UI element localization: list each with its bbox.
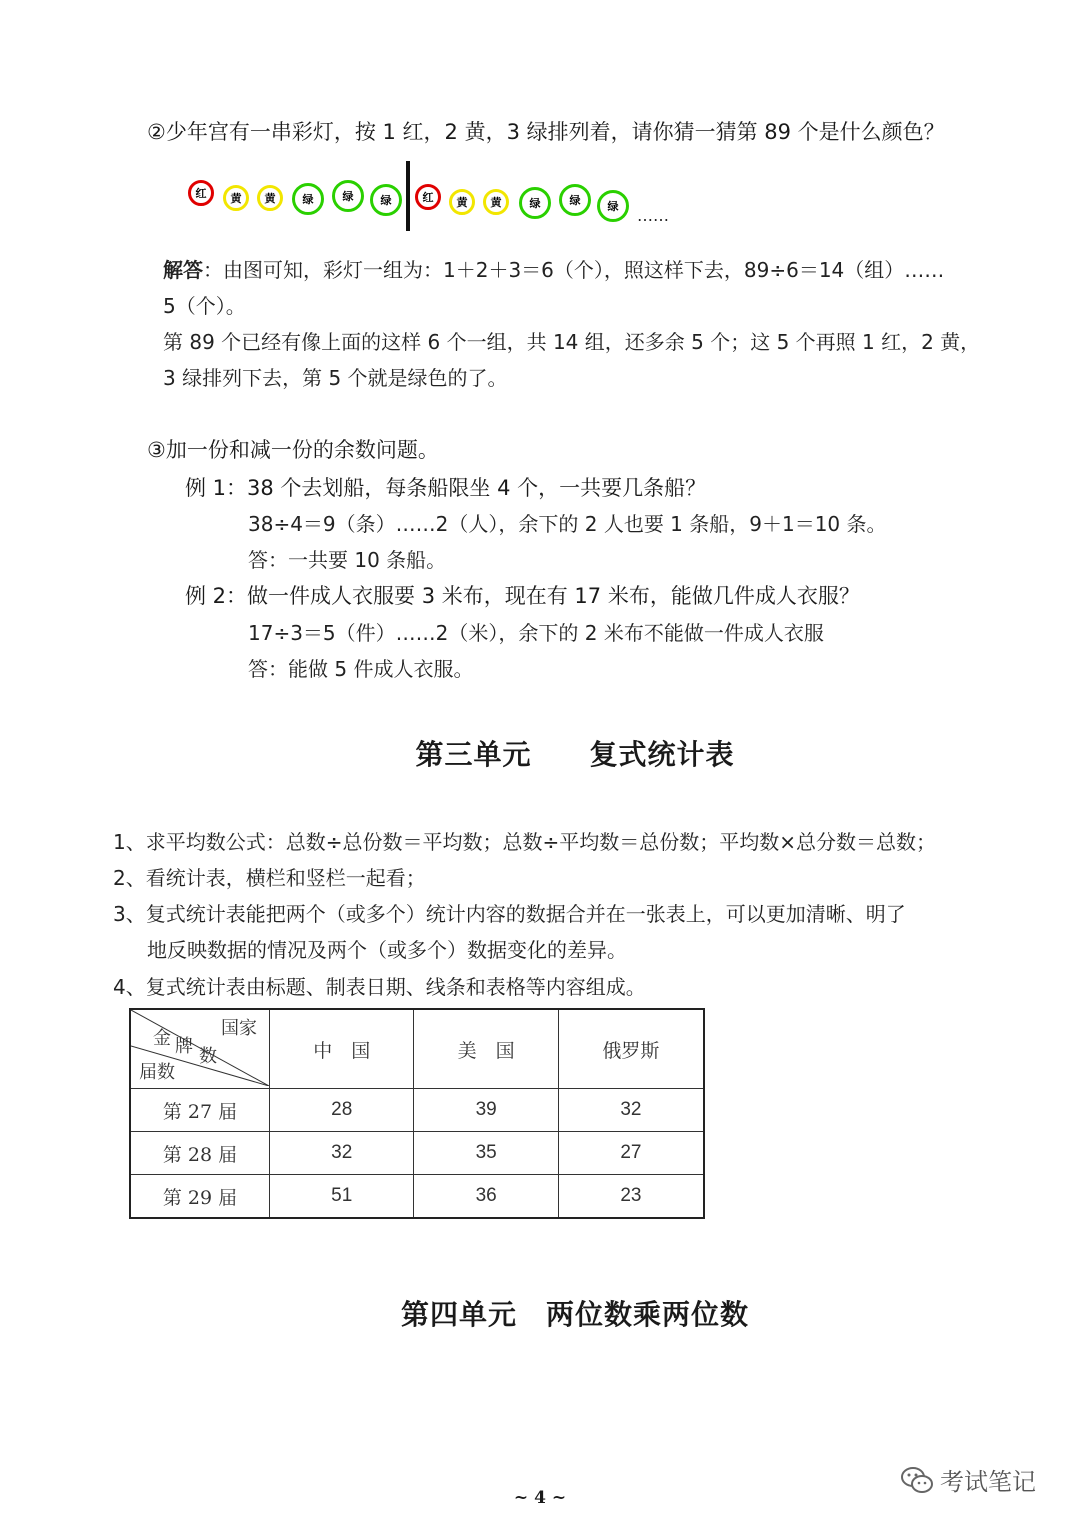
answer-label: 解答 (163, 258, 203, 282)
table-cell: 27 (558, 1132, 704, 1175)
lamp-yellow: 黄 (257, 185, 283, 211)
group-divider (406, 161, 410, 231)
lamp-red: 红 (415, 184, 441, 210)
watermark-text: 考试笔记 (940, 1468, 1036, 1496)
lamp-green: 绿 (292, 183, 324, 215)
example-1-question: 例 1：38 个去划船，每条船限坐 4 个，一共要几条船？ (185, 476, 707, 500)
medal-table (129, 1008, 705, 1219)
table-cell: 35 (414, 1132, 558, 1175)
corner-label-medal: 牌 (175, 1036, 193, 1057)
corner-label-count: 数 (199, 1046, 217, 1067)
table-corner-cell (130, 1009, 270, 1089)
row-label: 第 29 届 (130, 1175, 270, 1219)
table-row (130, 1132, 704, 1175)
answer-line-2: 5（个）。 (163, 294, 246, 318)
unit-3-heading: 第三单元 复式统计表 (415, 738, 735, 771)
ellipsis: …… (637, 206, 669, 225)
table-cell: 51 (270, 1175, 414, 1219)
column-header: 美 国 (414, 1009, 558, 1089)
lamp-green: 绿 (597, 190, 629, 222)
example-2-answer: 答：能做 5 件成人衣服。 (248, 657, 474, 681)
lamp-red: 红 (188, 180, 214, 206)
column-header: 中 国 (270, 1009, 414, 1089)
column-header: 俄罗斯 (558, 1009, 704, 1089)
lamp-yellow: 黄 (483, 189, 509, 215)
table-cell: 36 (414, 1175, 558, 1219)
table-header-row (130, 1009, 704, 1089)
unit-4-heading: 第四单元 两位数乘两位数 (400, 1298, 749, 1331)
corner-label-gold: 金 (153, 1028, 171, 1049)
answer-line-1: 解答：由图可知，彩灯一组为：1＋2＋3＝6（个），照这样下去，89÷6＝14（组）…… (163, 258, 945, 282)
unit-3-point-4: 4、复式统计表由标题、制表日期、线条和表格等内容组成。 (113, 975, 646, 999)
row-label: 第 28 届 (130, 1132, 270, 1175)
unit-3-point-3-cont: 地反映数据的情况及两个（或多个）数据变化的差异。 (147, 938, 627, 962)
example-2-work: 17÷3＝5（件）……2（米），余下的 2 米布不能做一件成人衣服 (248, 621, 824, 645)
table-cell: 32 (270, 1132, 414, 1175)
answer-line-4: 3 绿排列下去，第 5 个就是绿色的了。 (163, 366, 508, 390)
lamp-green: 绿 (370, 184, 402, 216)
corner-label-country: 国家 (221, 1018, 257, 1039)
unit-3-point-1: 1、求平均数公式：总数÷总份数＝平均数；总数÷平均数＝总份数；平均数×总分数＝总数； (113, 830, 936, 854)
row-label: 第 27 届 (130, 1089, 270, 1132)
lamp-yellow: 黄 (449, 189, 475, 215)
example-1-work: 38÷4＝9（条）……2（人），余下的 2 人也要 1 条船，9＋1＝10 条。 (248, 512, 887, 536)
table-cell: 28 (270, 1089, 414, 1132)
page-number: ~ 4 ~ (513, 1488, 567, 1508)
table-cell: 32 (558, 1089, 704, 1132)
example-2-question: 例 2：做一件成人衣服要 3 米布，现在有 17 米布，能做几件成人衣服？ (185, 584, 860, 608)
table-row (130, 1175, 704, 1219)
example-1-answer: 答：一共要 10 条船。 (248, 548, 447, 572)
table-cell: 23 (558, 1175, 704, 1219)
lamp-yellow: 黄 (223, 185, 249, 211)
table-row (130, 1089, 704, 1132)
lamp-green: 绿 (559, 184, 591, 216)
question-3-title: ③加一份和减一份的余数问题。 (147, 438, 439, 462)
answer-line-3: 第 89 个已经有像上面的这样 6 个一组，共 14 组，还多余 5 个；这 5 个再照 1 红，2 黄， (163, 330, 981, 354)
unit-3-point-2: 2、看统计表，横栏和竖栏一起看； (113, 866, 426, 890)
table-cell: 39 (414, 1089, 558, 1132)
lamp-green: 绿 (332, 180, 364, 212)
corner-label-session: 届数 (139, 1062, 175, 1083)
question-2: ②少年宫有一串彩灯，按 1 红，2 黄，3 绿排列着，请你猜一猜第 89 个是什么颜色？ (147, 120, 945, 144)
lamp-green: 绿 (519, 187, 551, 219)
unit-3-point-3: 3、复式统计表能把两个（或多个）统计内容的数据合并在一张表上，可以更加清晰、明了 (113, 902, 906, 926)
